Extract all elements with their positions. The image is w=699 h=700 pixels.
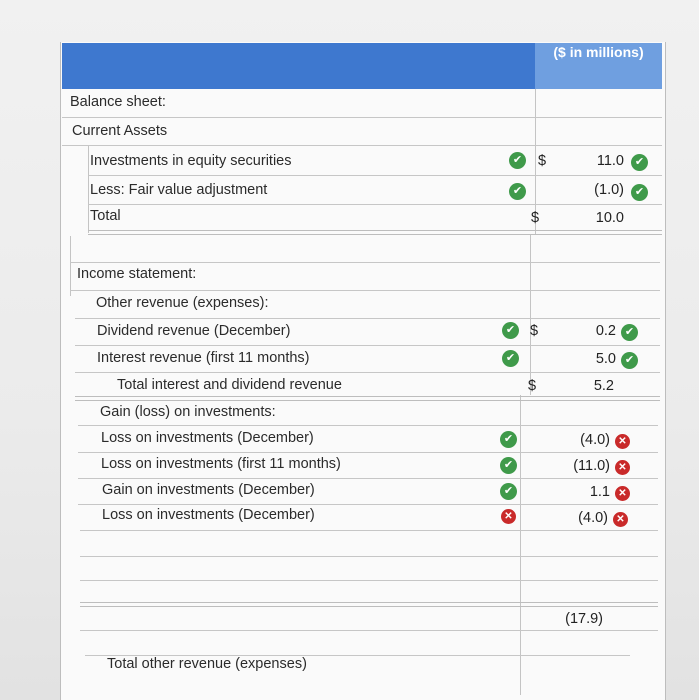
unit-label: ($ in millions) bbox=[553, 44, 644, 60]
check-circle-icon: ✔ bbox=[509, 152, 526, 169]
income-statement-title: Income statement: bbox=[77, 266, 197, 282]
total-other-revenue-label: Total other revenue (expenses) bbox=[107, 656, 307, 672]
subtotal-label: Total interest and dividend revenue bbox=[117, 377, 342, 393]
check-circle-icon: ✔ bbox=[500, 431, 517, 448]
unit-header bbox=[535, 43, 662, 89]
total-amount: 10.0 bbox=[595, 210, 624, 226]
check-circle-icon: ✔ bbox=[502, 322, 519, 339]
other-revenue-header: Other revenue (expenses): bbox=[96, 295, 269, 311]
gain-loss-header: Gain (loss) on investments: bbox=[100, 404, 276, 420]
interest-revenue-label[interactable]: Interest revenue (first 11 months) bbox=[97, 350, 310, 366]
column-divider bbox=[530, 235, 531, 395]
investments-label[interactable]: Investments in equity securities bbox=[90, 153, 292, 169]
total-label: Total bbox=[90, 208, 121, 224]
check-circle-icon: ✔ bbox=[631, 154, 648, 171]
gain-row-label[interactable]: Loss on investments (December) bbox=[102, 507, 315, 523]
gain-row-label[interactable]: Loss on investments (first 11 months) bbox=[101, 456, 341, 472]
check-circle-icon: ✔ bbox=[631, 184, 648, 201]
currency-symbol: $ bbox=[528, 378, 537, 394]
balance-sheet-title: Balance sheet: bbox=[70, 94, 166, 110]
interest-revenue-amount[interactable]: 5.0 bbox=[595, 351, 616, 367]
check-circle-icon: ✔ bbox=[621, 352, 638, 369]
column-divider bbox=[520, 395, 521, 695]
currency-symbol: $ bbox=[531, 210, 540, 226]
check-circle-icon: ✔ bbox=[500, 483, 517, 500]
x-circle-icon: ✕ bbox=[615, 434, 630, 449]
x-circle-icon: ✕ bbox=[613, 512, 628, 527]
gain-total-amount: (17.9) bbox=[565, 611, 603, 627]
check-circle-icon: ✔ bbox=[502, 350, 519, 367]
check-circle-icon: ✔ bbox=[509, 183, 526, 200]
x-circle-icon: ✕ bbox=[501, 509, 516, 524]
gain-row-amount[interactable]: (4.0) bbox=[580, 432, 610, 448]
currency-symbol: $ bbox=[530, 323, 539, 339]
currency-symbol: $ bbox=[538, 153, 547, 169]
subtotal-amount: 5.2 bbox=[593, 378, 614, 394]
gain-row-amount[interactable]: 1.1 bbox=[589, 484, 610, 500]
x-circle-icon: ✕ bbox=[615, 486, 630, 501]
gain-row-label[interactable]: Gain on investments (December) bbox=[102, 482, 315, 498]
fair-value-amount[interactable]: (1.0) bbox=[594, 182, 624, 198]
row-border bbox=[88, 145, 89, 233]
investments-amount[interactable]: 11.0 bbox=[596, 153, 624, 169]
row-border bbox=[70, 236, 71, 296]
fair-value-label[interactable]: Less: Fair value adjustment bbox=[90, 182, 268, 198]
dividend-revenue-amount[interactable]: 0.2 bbox=[595, 323, 616, 339]
dividend-revenue-label[interactable]: Dividend revenue (December) bbox=[97, 323, 291, 339]
gain-row-label[interactable]: Loss on investments (December) bbox=[101, 430, 314, 446]
check-circle-icon: ✔ bbox=[500, 457, 517, 474]
gain-row-amount[interactable]: (4.0) bbox=[578, 510, 608, 526]
gain-row-amount[interactable]: (11.0) bbox=[573, 458, 610, 474]
check-circle-icon: ✔ bbox=[621, 324, 638, 341]
current-assets-label: Current Assets bbox=[72, 123, 168, 139]
x-circle-icon: ✕ bbox=[615, 460, 630, 475]
